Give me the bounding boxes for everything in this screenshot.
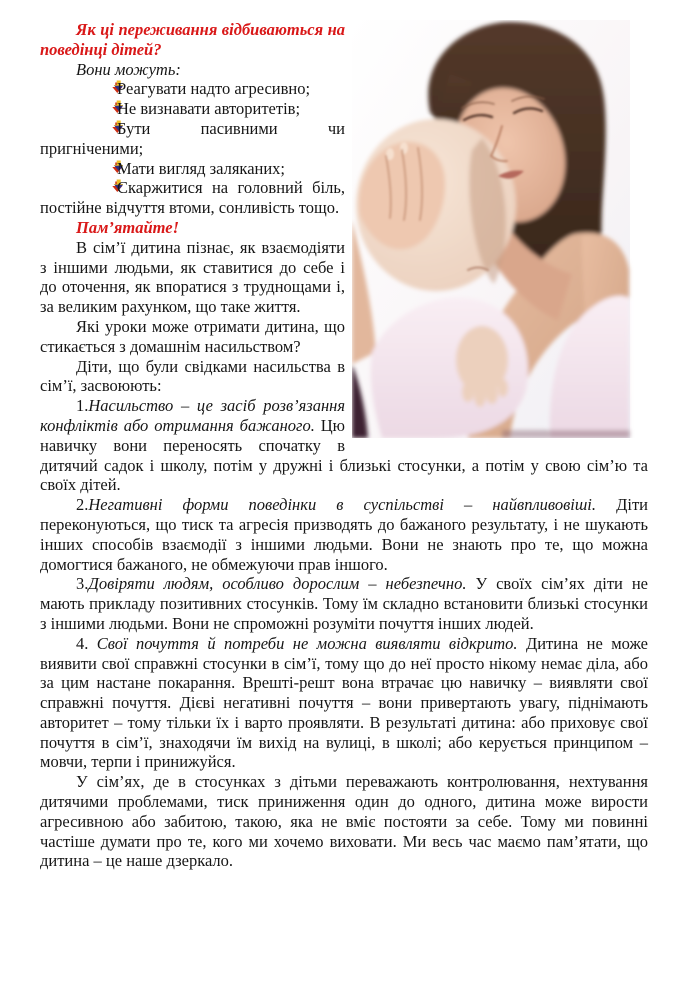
lesson-number: 2.	[76, 495, 89, 515]
lesson-paragraph-4	[40, 634, 648, 773]
intro-label: Вони можуть:	[76, 59, 181, 79]
lesson-thesis: Довіряти людям, особливо дорослим – небезпечно.	[88, 574, 467, 594]
closing-paragraph: У сім’ях, де в стосунках з дітьми переважають контролювання, нехтування дитячими проблемами, тиск приниження один до одного, дитина може вирости агресивною або забитою, такою, яка не вміє постояти за себе. Тому ми повинні частіше думати про те, кого ми хочемо виховати. Ми весь час маємо пам’ятати, що дитина – це наше дзеркало.	[40, 772, 648, 871]
bullet-text: Не визнавати авторитетів;	[117, 99, 301, 119]
paragraph-family-learn: В сім’ї дитина пізнає, як взаємодіяти з іншими людьми, як ставитися до себе і до оточення, як впоратися з труднощами і, за великим рахунком, що таке життя.	[40, 237, 345, 317]
lesson-number: 4.	[76, 633, 89, 653]
lesson-number: 3.	[76, 574, 89, 594]
lesson-body: Діти переконуються, що тиск та агресія призводять до бажаного результату, і не шукають інших способів взаємодії з іншими людьми. Вони не знають про те, що можна домогтися бажаного, не обмежуючи прав іншого.	[40, 495, 648, 574]
lesson-thesis: Насильство – це засіб розв’язання конфліктів або отримання бажаного.	[40, 396, 345, 435]
arrow-down-3d-bullet-icon	[76, 120, 87, 133]
arrow-down-3d-bullet-icon	[76, 100, 87, 113]
arrow-down-3d-bullet-icon	[76, 160, 87, 173]
lesson-paragraph-2	[40, 495, 648, 574]
lesson-number: 1.	[76, 396, 89, 416]
lesson-body: Дитина не може виявити свої справжні стосунки в сім’ї, тому що до неї просто нікому немає діла, або за цим настане покарання. Врешті-решт вона втрачає цю навичку – виявляти свої справжні почуття. Дієві негативні почуття – вони привертають увагу, піднімають авторитет – тому тільки їх і варто проявляти. В результаті дитина: або приховує свої почуття в сім’ї, знаходячи їм вихід на вулиці, в школі; або керується принципом – мовчи, терпи і принижуйся.	[40, 633, 648, 772]
mother-baby-photo	[352, 20, 648, 438]
bullet-text: Бути пасивними чи пригніченими;	[40, 118, 345, 158]
bullet-text: Реагувати надто агресивно;	[117, 79, 311, 99]
lesson-body: У своїх сім’ях діти не мають прикладу позитивних стосунків. Тому їм складно встановити близькі стосунки з іншими людьми. Вони не спроможні розуміти почуття інших людей.	[40, 574, 648, 633]
section-heading: Як ці переживання відбиваються на поведінці дітей?	[40, 20, 345, 59]
bullet-text: Мати вигляд заляканих;	[117, 158, 286, 178]
arrow-down-3d-bullet-icon	[76, 80, 87, 93]
arrow-down-3d-bullet-icon	[76, 179, 87, 192]
remember-heading: Пам’ятайте!	[76, 217, 180, 237]
lesson-body: Цю навичку вони переносять спочатку в дитячий садок і школу, потім у дружні і близькі стосунки, а потім у свою сім’ю та своїх дітей.	[40, 415, 648, 495]
lesson-thesis: Свої почуття й потреби не можна виявляти відкрито.	[88, 633, 518, 653]
paragraph-witness-intro: Діти, що були свідками насильства в сім’ї, засвоюють:	[40, 356, 345, 396]
paragraph-question: Які уроки може отримати дитина, що стикається з домашнім насильством?	[40, 316, 345, 356]
lesson-thesis: Негативні форми поведінки в суспільстві – найвпливовіші.	[88, 495, 597, 515]
bullet-text: Скаржитися на головний біль, постійне відчуття втоми, сонливість тощо.	[40, 178, 345, 218]
lesson-paragraph-3	[40, 574, 648, 633]
